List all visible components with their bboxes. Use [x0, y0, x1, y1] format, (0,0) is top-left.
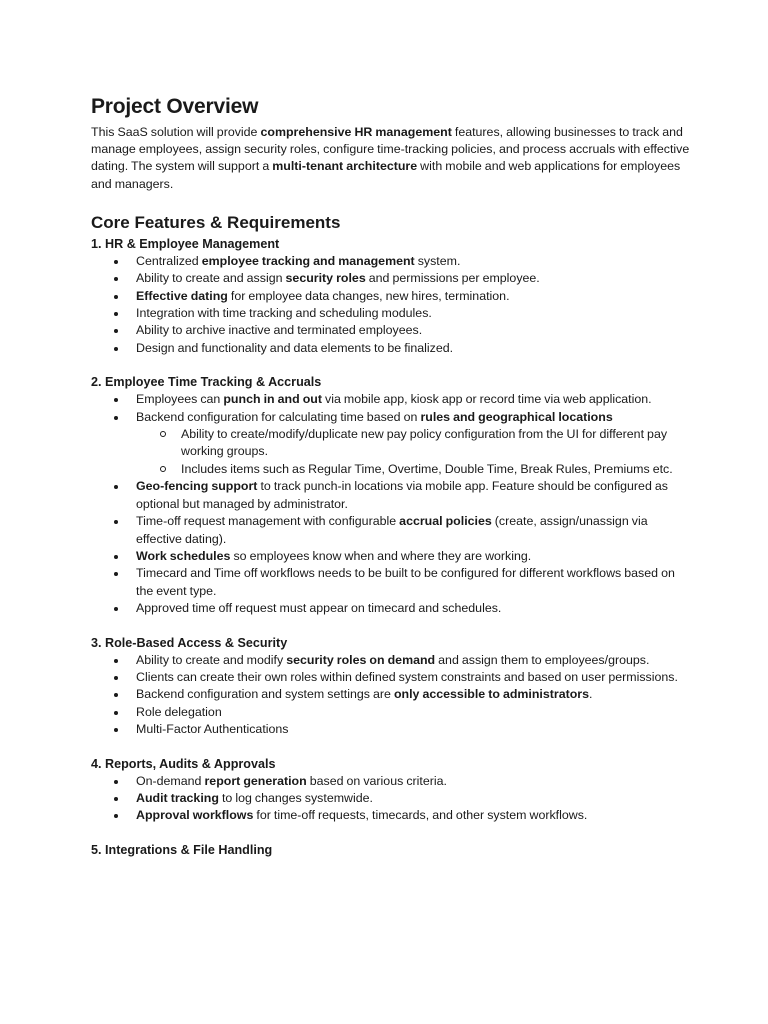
intro-paragraph: This SaaS solution will provide comprehensive HR management features, allowing businesses to track and manage employees, assign security roles, configure time-tracking policies, and process accruals with effective dating. The system will support a multi-tenant architecture with mobile and web applications for employees and managers. — [91, 125, 690, 191]
section-3-heading: 3. Role-Based Access & Security — [91, 635, 288, 650]
list-item: Time-off request management with configurable accrual policies (create, assign/unassign via effective dating). — [91, 513, 691, 548]
list-item: Backend configuration for calculating time based on rules and geographical locations Ability to create/modify/duplicate new pay policy configuration from the UI for different pay working groups. Includes items such as Regular Time, Overtime, Double Time, Break Rules, Premiums etc. — [91, 409, 691, 479]
list-item: Audit tracking to log changes systemwide. — [91, 790, 691, 807]
page-title: Project Overview — [91, 95, 259, 118]
list-item: Design and functionality and data elements to be finalized. — [91, 340, 691, 357]
section-2-heading: 2. Employee Time Tracking & Accruals — [91, 375, 322, 390]
list-item: Geo-fencing support to track punch-in locations via mobile app. Feature should be configured as optional but managed by administrator. — [91, 478, 691, 513]
list-item: Clients can create their own roles within defined system constraints and based on user permissions. — [91, 669, 691, 686]
section-3-list — [91, 652, 691, 739]
list-item: Ability to archive inactive and terminated employees. — [91, 322, 691, 339]
list-item: Ability to create and assign security roles and permissions per employee. — [91, 270, 691, 287]
list-item: Centralized employee tracking and management system. — [91, 253, 691, 270]
sub-list-item: Ability to create/modify/duplicate new pay policy configuration from the UI for different pay working groups. — [136, 426, 691, 461]
list-item: Multi-Factor Authentications — [91, 721, 691, 738]
section-4-list — [91, 773, 691, 825]
core-features-heading: Core Features & Requirements — [91, 212, 341, 232]
list-item: Ability to create and modify security roles on demand and assign them to employees/groups. — [91, 652, 691, 669]
list-item: Effective dating for employee data changes, new hires, termination. — [91, 288, 691, 305]
list-item: Approved time off request must appear on timecard and schedules. — [91, 600, 691, 617]
section-1-heading: 1. HR & Employee Management — [91, 236, 280, 251]
section-4-heading: 4. Reports, Audits & Approvals — [91, 756, 276, 771]
section-2-list — [91, 391, 691, 617]
list-item: Timecard and Time off workflows needs to be built to be configured for different workflows based on the event type. — [91, 565, 691, 600]
section-1-list — [91, 253, 691, 357]
document-page — [91, 94, 691, 859]
list-item: Approval workflows for time-off requests, timecards, and other system workflows. — [91, 807, 691, 824]
sub-list-item: Includes items such as Regular Time, Overtime, Double Time, Break Rules, Premiums etc. — [136, 461, 691, 478]
list-item: Role delegation — [91, 704, 691, 721]
list-item: Integration with time tracking and scheduling modules. — [91, 305, 691, 322]
list-item: On-demand report generation based on various criteria. — [91, 773, 691, 790]
list-item: Work schedules so employees know when and where they are working. — [91, 548, 691, 565]
sub-list — [136, 426, 691, 478]
list-item: Employees can punch in and out via mobile app, kiosk app or record time via web application. — [91, 391, 691, 408]
section-5-heading: 5. Integrations & File Handling — [91, 842, 273, 857]
list-item: Backend configuration and system settings are only accessible to administrators. — [91, 686, 691, 703]
